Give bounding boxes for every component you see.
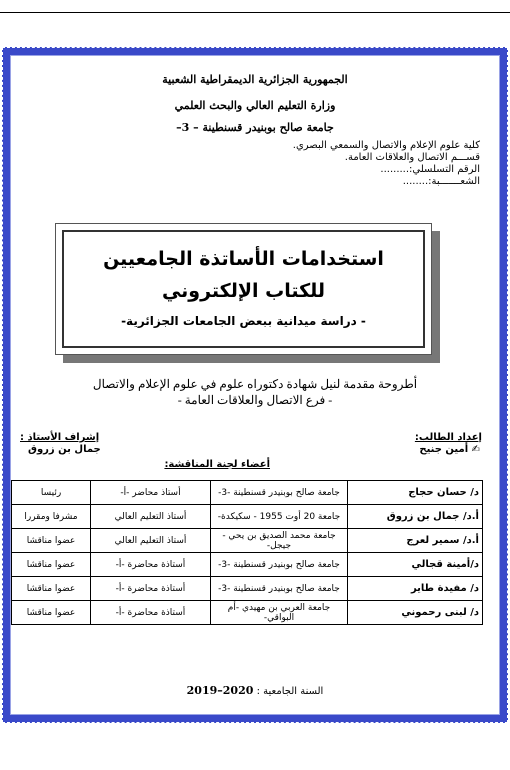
- jury-table: [11, 480, 483, 625]
- jury-rank: أستاذ التعليم العالي: [91, 505, 211, 529]
- jury-role: عضوا مناقشا: [12, 529, 91, 553]
- jury-university: جامعة صالح بوبنيدر قسنطينة -3-: [211, 577, 348, 601]
- academic-year-value: 2020–2019: [186, 684, 254, 697]
- jury-rank: أستاذة محاضرة -أ-: [91, 601, 211, 625]
- jury-role: عضوا مناقشا: [12, 553, 91, 577]
- republic-heading: الجمهورية الجزائرية الديمقراطية الشعبية: [162, 73, 348, 86]
- serial-line: الرقم التسلسلي:.........: [380, 164, 480, 175]
- table-row: [12, 481, 483, 505]
- top-rule: [0, 12, 510, 13]
- jury-title: أعضاء لجنة المناقشة:: [164, 459, 270, 470]
- jury-name: د/ مفيدة طاير: [348, 577, 483, 601]
- supervisor-name: جمال بن زروق: [28, 444, 101, 455]
- ministry-heading: وزارة التعليم العالي والبحث العلمي: [174, 99, 336, 112]
- title-line-1: استخدامات الأساتذة الجامعيين: [103, 248, 384, 270]
- title-line-3: - دراسة ميدانية ببعض الجامعات الجزائرية-: [121, 314, 366, 328]
- thesis-purpose: أطروحة مقدمة لنيل شهادة دكتوراه علوم في علوم الإعلام والاتصال: [92, 377, 418, 391]
- jury-university: جامعة العربي بن مهيدي -أم البواقي-: [211, 601, 348, 625]
- page-frame: [2, 47, 508, 723]
- branch-line: الشعـــــــبة:........: [402, 176, 480, 187]
- jury-name: أ.د/ جمال بن زروق: [348, 505, 483, 529]
- jury-university: جامعة 20 أوت 1955 - سكيكدة-: [211, 505, 348, 529]
- jury-rank: أستاذة محاضرة -أ-: [91, 553, 211, 577]
- jury-university: جامعة صالح بوبنيدر قسنطينة -3-: [211, 553, 348, 577]
- department-line: قســـم الاتصال والعلاقات العامة.: [344, 152, 480, 163]
- jury-name: د/ لبنى رحموني: [348, 601, 483, 625]
- thesis-branch: - فرع الاتصال والعلاقات العامة -: [177, 393, 333, 407]
- university-heading: جامعة صالح بوبنيدر قسنطينة – 3–: [176, 121, 334, 134]
- table-row: [12, 601, 483, 625]
- supervisor-label: إشراف الأستاذ :: [20, 432, 100, 443]
- jury-role: مشرفا ومقررا: [12, 505, 91, 529]
- table-row: [12, 529, 483, 553]
- faculty-line: كلية علوم الإعلام والاتصال والسمعي البصري.: [292, 140, 480, 151]
- student-name: ✍ أمين جنيح: [419, 444, 480, 455]
- jury-university: جامعة محمد الصديق بن يحي - جيجل-: [211, 529, 348, 553]
- academic-year-label: السنة الجامعية :: [256, 686, 324, 697]
- jury-role: عضوا مناقشا: [12, 577, 91, 601]
- jury-name: أ.د/ سمير لعرج: [348, 529, 483, 553]
- jury-role: رئيسا: [12, 481, 91, 505]
- title-box-inner: [62, 230, 425, 348]
- academic-year: [10, 684, 500, 697]
- title-line-2: للكتاب الإلكتروني: [161, 280, 326, 302]
- jury-name: د/أمينة قجالي: [348, 553, 483, 577]
- jury-university: جامعة صالح بوبنيدر قسنطينة -3-: [211, 481, 348, 505]
- jury-name: د/ حسان حجاج: [348, 481, 483, 505]
- prepared-by-label: إعداد الطالب:: [414, 432, 482, 443]
- jury-rank: أستاذ التعليم العالي: [91, 529, 211, 553]
- table-row: [12, 553, 483, 577]
- jury-rank: أستاذ محاضر -أ-: [91, 481, 211, 505]
- table-row: [12, 505, 483, 529]
- jury-rank: أستاذة محاضرة -أ-: [91, 577, 211, 601]
- cover-page: [10, 55, 500, 715]
- jury-role: عضوا مناقشا: [12, 601, 91, 625]
- table-row: [12, 577, 483, 601]
- title-box: [55, 223, 432, 355]
